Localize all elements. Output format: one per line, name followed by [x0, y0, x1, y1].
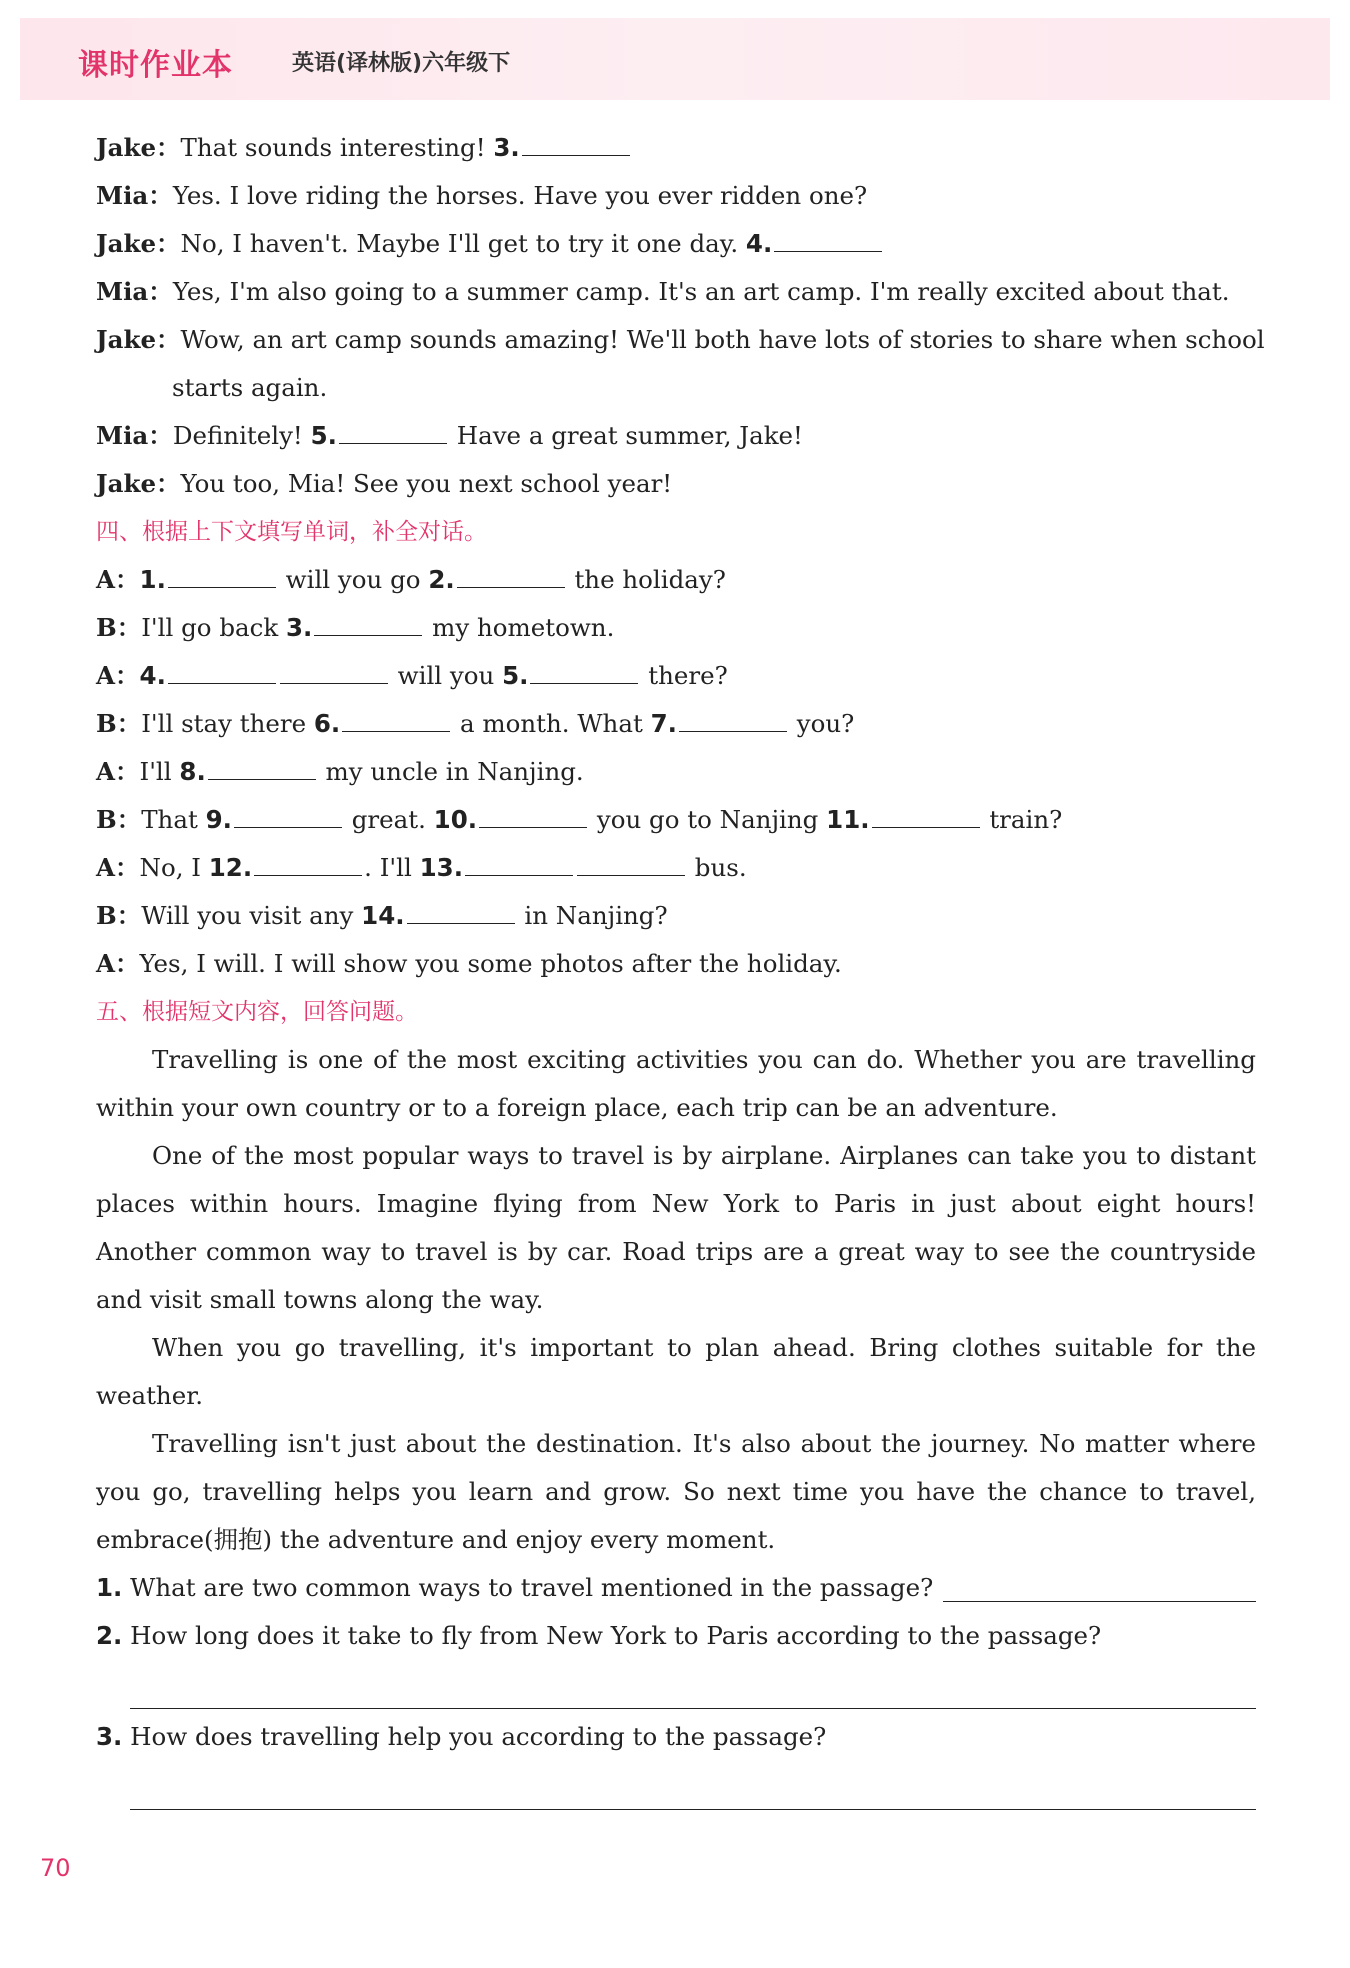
question-text: How long does it take to fly from New York to Paris according to the passage? — [122, 1621, 1102, 1650]
dialogue-text: . I'll — [364, 853, 420, 882]
speaker-label: B： — [96, 709, 142, 738]
speaker-label: Jake： — [96, 133, 181, 162]
speaker-label: B： — [96, 805, 142, 834]
speaker-label: A： — [96, 853, 140, 882]
passage-paragraph: Travelling isn't just about the destination. It's also about the journey. No matter where you go, travelling helps you learn and grow. So next time you have the chance to travel, embrace(拥抱) the adventure and enjoy every moment. — [96, 1429, 1256, 1554]
answer-line[interactable] — [130, 1660, 1256, 1709]
answer-blank[interactable] — [280, 653, 388, 684]
dialogue-text: Wow, an art camp sounds amazing! We'll both have lots of stories to share when school — [180, 325, 1265, 354]
dialogue-text: there? — [640, 661, 728, 690]
question-item — [96, 1612, 1256, 1660]
speaker-label: A： — [96, 565, 140, 594]
dialogue-text: great. — [343, 805, 434, 834]
speaker-label: Jake： — [96, 469, 181, 498]
passage-paragraph: One of the most popular ways to travel is by airplane. Airplanes can take you to distant places within hours. Imagine flying from New York to Paris in just about eight hours! Another common way to travel is by car. Road trips are a great way to see the countryside and visit small towns along the way. — [96, 1141, 1256, 1314]
dialogue-section4 — [96, 556, 1256, 988]
blank-number: 4. — [745, 229, 773, 258]
dialogue-line — [96, 796, 1256, 844]
dialogue-text: You too, Mia! See you next school year! — [180, 469, 673, 498]
dialogue-line — [96, 652, 1256, 700]
blank-number: 8. — [179, 757, 206, 786]
answer-blank[interactable] — [872, 797, 980, 828]
answer-blank[interactable] — [254, 845, 362, 876]
dialogue-text: will you — [389, 661, 503, 690]
dialogue-text: train? — [981, 805, 1063, 834]
blank-number: 4. — [139, 661, 166, 690]
section5-title: 五、根据短文内容，回答问题。 — [96, 999, 418, 1025]
dialogue-line — [96, 940, 1256, 988]
answer-line[interactable] — [943, 1571, 1256, 1602]
answer-blank[interactable] — [465, 845, 573, 876]
dialogue-line — [96, 460, 1256, 508]
dialogue-text: my hometown. — [424, 613, 615, 642]
dialogue-line — [96, 844, 1256, 892]
speaker-label: Mia： — [96, 277, 173, 306]
dialogue-text: Will you visit any — [141, 901, 362, 930]
dialogue-text: No, I — [139, 853, 209, 882]
answer-blank[interactable] — [577, 845, 685, 876]
dialogue-text: I'll go back — [141, 613, 286, 642]
answer-blank[interactable] — [522, 125, 630, 156]
dialogue-text: No, I haven't. Maybe I'll get to try it one day. — [180, 229, 746, 258]
question-number: 1. — [96, 1573, 123, 1602]
answer-blank[interactable] — [407, 893, 515, 924]
blank-number: 6. — [313, 709, 341, 738]
speaker-label: A： — [96, 949, 140, 978]
dialogue-text: That sounds interesting! — [180, 133, 494, 162]
speaker-label: A： — [96, 757, 140, 786]
question-number: 3. — [96, 1722, 123, 1751]
dialogue-text: the holiday? — [566, 565, 726, 594]
dialogue-line — [96, 556, 1256, 604]
answer-blank[interactable] — [234, 797, 342, 828]
content — [96, 124, 1265, 1814]
answer-blank[interactable] — [168, 653, 276, 684]
dialogue-text: starts again. — [172, 373, 328, 402]
speaker-label: A： — [96, 661, 140, 690]
dialogue-part3 — [96, 124, 1265, 508]
dialogue-text: my uncle in Nanjing. — [317, 757, 584, 786]
question-item — [96, 1564, 1256, 1612]
dialogue-line — [96, 892, 1256, 940]
answer-blank[interactable] — [457, 557, 565, 588]
blank-number: 11. — [826, 805, 870, 834]
dialogue-line — [96, 268, 1256, 316]
dialogue-line — [96, 364, 1256, 412]
answer-blank[interactable] — [208, 749, 316, 780]
answer-blank[interactable] — [774, 221, 882, 252]
book-subtitle: 英语(译林版)六年级下 — [292, 51, 511, 76]
dialogue-text: you? — [788, 709, 855, 738]
dialogue-text: I'll stay there — [141, 709, 314, 738]
dialogue-line — [96, 316, 1265, 364]
dialogue-line — [96, 172, 1256, 220]
dialogue-text: you go to Nanjing — [589, 805, 827, 834]
dialogue-line — [96, 748, 1256, 796]
dialogue-text: Have a great summer, Jake! — [448, 421, 803, 450]
answer-blank[interactable] — [679, 701, 787, 732]
blank-number: 5. — [310, 421, 337, 450]
speaker-label: Mia： — [96, 421, 173, 450]
blank-number: 1. — [139, 565, 166, 594]
blank-number: 9. — [205, 805, 232, 834]
dialogue-text: Definitely! — [172, 421, 311, 450]
dialogue-text: Yes, I will. I will show you some photos after the holiday. — [139, 949, 842, 978]
answer-blank[interactable] — [342, 701, 450, 732]
dialogue-text: That — [141, 805, 206, 834]
dialogue-text: bus. — [687, 853, 747, 882]
blank-number: 7. — [650, 709, 677, 738]
blank-number: 3. — [493, 133, 520, 162]
page-number: 70 — [40, 1854, 71, 1882]
dialogue-text: in Nanjing? — [516, 901, 668, 930]
speaker-label: B： — [96, 613, 142, 642]
question-item — [96, 1713, 1256, 1761]
blank-number: 3. — [285, 613, 313, 642]
reading-passage — [96, 1036, 1256, 1564]
answer-blank[interactable] — [530, 653, 638, 684]
blank-number: 10. — [433, 805, 478, 834]
answer-blank[interactable] — [479, 797, 587, 828]
answer-blank[interactable] — [314, 605, 422, 636]
speaker-label: Mia： — [96, 181, 173, 210]
dialogue-line — [96, 604, 1256, 652]
answer-blank[interactable] — [339, 413, 447, 444]
dialogue-text: a month. What — [452, 709, 651, 738]
section4-title: 四、根据上下文填写单词，补全对话。 — [96, 519, 487, 545]
passage-paragraph: Travelling is one of the most exciting activities you can do. Whether you are travelling within your own country or to a foreign place, each trip can be an adventure. — [96, 1045, 1256, 1122]
speaker-label: B： — [96, 901, 142, 930]
speaker-label: Jake： — [96, 325, 181, 354]
blank-number: 2. — [428, 565, 455, 594]
question-list — [96, 1564, 1256, 1810]
dialogue-line — [96, 412, 1256, 460]
question-number: 2. — [96, 1621, 123, 1650]
dialogue-text: Yes, I'm also going to a summer camp. It's an art camp. I'm really excited about that. — [172, 277, 1230, 306]
blank-number: 14. — [361, 901, 405, 930]
brand-title: 课时作业本 — [78, 48, 233, 83]
blank-number: 12. — [208, 853, 253, 882]
answer-blank[interactable] — [168, 557, 276, 588]
dialogue-text: I'll — [139, 757, 180, 786]
dialogue-text: will you go — [277, 565, 429, 594]
dialogue-line — [96, 124, 1256, 172]
dialogue-line — [96, 700, 1256, 748]
speaker-label: Jake： — [96, 229, 181, 258]
question-text: How does travelling help you according to the passage? — [122, 1722, 827, 1751]
blank-number: 5. — [502, 661, 529, 690]
dialogue-line — [96, 220, 1256, 268]
passage-paragraph: When you go travelling, it's important to plan ahead. Bring clothes suitable for the weather. — [96, 1333, 1256, 1410]
answer-line[interactable] — [130, 1761, 1256, 1810]
question-text: What are two common ways to travel mentioned in the passage? — [122, 1573, 934, 1602]
dialogue-text: Yes. I love riding the horses. Have you ever ridden one? — [172, 181, 868, 210]
blank-number: 13. — [419, 853, 464, 882]
